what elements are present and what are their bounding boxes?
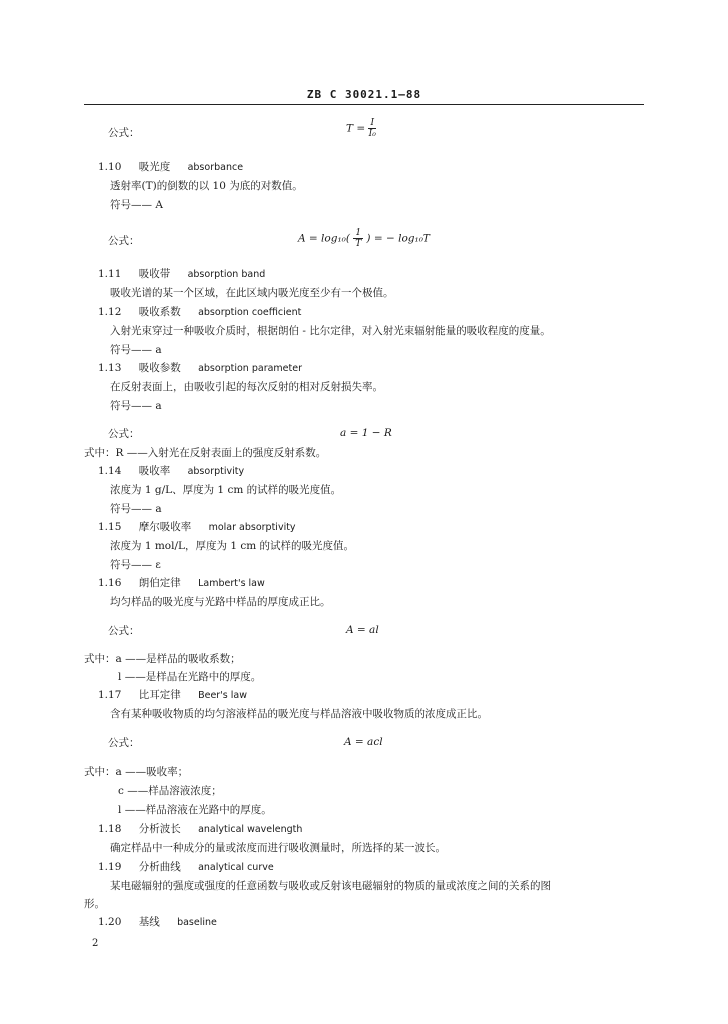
section-1-15-heading <box>98 520 296 535</box>
formula-rhs: ) = − log₁₀T <box>366 232 430 245</box>
section-number: 1.15 <box>98 521 122 533</box>
term-en: absorption parameter <box>198 363 302 374</box>
symbol-line: 符号—— ε <box>110 559 161 571</box>
section-1-17-heading <box>98 688 247 703</box>
section-number: 1.10 <box>98 161 122 173</box>
formula-label: 公式： <box>108 235 140 247</box>
where-line: 式中：a ——是样品的吸收系数； <box>84 653 241 665</box>
section-1-12-heading <box>98 305 301 320</box>
formula-absorption-parameter: a = 1 − R <box>340 427 392 439</box>
term-cn: 朗伯定律 <box>138 577 181 589</box>
page-number: 2 <box>92 938 99 949</box>
formula-lambert: A = al <box>346 624 379 636</box>
definition: 浓度为 1 g/L、厚度为 1 cm 的试样的吸光度值。 <box>110 484 342 496</box>
section-1-11-heading <box>98 267 265 282</box>
term-en: absorption coefficient <box>198 307 302 318</box>
section-number: 1.14 <box>98 465 122 477</box>
where-line: 式中：R ——入射光在反射表面上的强度反射系数。 <box>84 447 327 459</box>
section-number: 1.16 <box>98 577 122 589</box>
definition: 含有某种吸收物质的均匀溶液样品的吸光度与样品溶液中吸收物质的浓度成正比。 <box>110 708 488 720</box>
where-line: c ——样品溶液浓度； <box>118 785 222 797</box>
formula-beer: A = acl <box>344 736 383 748</box>
term-cn: 分析曲线 <box>138 861 181 873</box>
fraction-numerator: 1 <box>355 228 362 238</box>
definition: 透射率(T)的倒数的以 10 为底的对数值。 <box>110 180 303 192</box>
section-1-16-heading <box>98 576 265 591</box>
term-cn: 吸收带 <box>138 268 171 280</box>
term-en: molar absorptivity <box>208 522 296 533</box>
fraction-numerator: I <box>370 118 375 128</box>
term-cn: 分析波长 <box>138 823 181 835</box>
formula-label: 公式： <box>108 737 140 749</box>
formula-lhs: A = log₁₀( <box>298 232 350 245</box>
formula-label: 公式： <box>108 625 140 637</box>
definition: 入射光束穿过一种吸收介质时，根据朗伯 - 比尔定律，对入射光束辐射能量的吸收程度的度量。 <box>110 325 551 337</box>
section-number: 1.12 <box>98 306 122 318</box>
definition: 浓度为 1 mol/L，厚度为 1 cm 的试样的吸光度值。 <box>110 540 355 552</box>
term-cn: 摩尔吸收率 <box>138 521 192 533</box>
term-cn: 吸收率 <box>138 465 171 477</box>
term-cn: 吸收参数 <box>138 362 181 374</box>
fraction-denominator: T <box>355 239 362 249</box>
symbol-line: 符号—— a <box>110 503 162 515</box>
definition-continued: 形。 <box>84 898 105 910</box>
section-1-18-heading <box>98 822 302 837</box>
term-en: baseline <box>177 917 217 928</box>
formula-label: 公式： <box>108 127 140 139</box>
definition: 确定样品中一种成分的量或浓度而进行吸收测量时，所选择的某一波长。 <box>110 842 446 854</box>
term-en: absorptivity <box>187 466 245 477</box>
symbol-line: 符号—— A <box>110 199 163 211</box>
formula-lhs: T = <box>346 122 366 135</box>
where-line: 式中：a ——吸收率； <box>84 766 189 778</box>
term-en: Lambert's law <box>198 578 265 589</box>
term-en: Beer's law <box>198 690 248 701</box>
definition: 某电磁辐射的强度或强度的任意函数与吸收或反射该电磁辐射的物质的量或浓度之间的关系的图 <box>110 880 551 892</box>
definition: 均匀样品的吸光度与光路中样品的厚度成正比。 <box>110 596 331 608</box>
term-en: analytical wavelength <box>198 824 303 835</box>
section-number: 1.11 <box>98 268 122 280</box>
term-cn: 吸光度 <box>138 161 171 173</box>
term-cn: 基线 <box>138 916 160 928</box>
section-1-10-heading <box>98 160 243 175</box>
where-line: l ——样品溶液在光路中的厚度。 <box>118 804 272 816</box>
fraction <box>353 228 363 249</box>
formula-label: 公式： <box>108 428 140 440</box>
section-1-14-heading <box>98 464 244 479</box>
section-1-13-heading <box>98 361 302 376</box>
definition: 在反射表面上，由吸收引起的每次反射的相对反射损失率。 <box>110 381 383 393</box>
section-number: 1.20 <box>98 916 122 928</box>
section-number: 1.18 <box>98 823 122 835</box>
header-rule <box>84 104 644 105</box>
fraction-denominator: I₀ <box>368 129 376 139</box>
formula-absorbance <box>298 228 430 249</box>
section-number: 1.19 <box>98 861 122 873</box>
page-header: ZB C 30021.1—88 <box>306 88 422 101</box>
term-cn: 比耳定律 <box>138 689 181 701</box>
term-cn: 吸收系数 <box>138 306 181 318</box>
section-number: 1.13 <box>98 362 122 374</box>
symbol-line: 符号—— a <box>110 400 162 412</box>
term-en: analytical curve <box>198 862 274 873</box>
section-1-19-heading <box>98 860 274 875</box>
section-1-20-heading <box>98 915 217 930</box>
symbol-line: 符号—— a <box>110 344 162 356</box>
term-en: absorbance <box>187 162 244 173</box>
term-en: absorption band <box>187 269 266 280</box>
definition: 吸收光谱的某一个区域，在此区域内吸光度至少有一个极值。 <box>110 287 394 299</box>
formula-transmittance <box>346 118 376 139</box>
fraction <box>368 118 376 139</box>
where-line: l ——是样品在光路中的厚度。 <box>118 671 262 683</box>
section-number: 1.17 <box>98 689 122 701</box>
